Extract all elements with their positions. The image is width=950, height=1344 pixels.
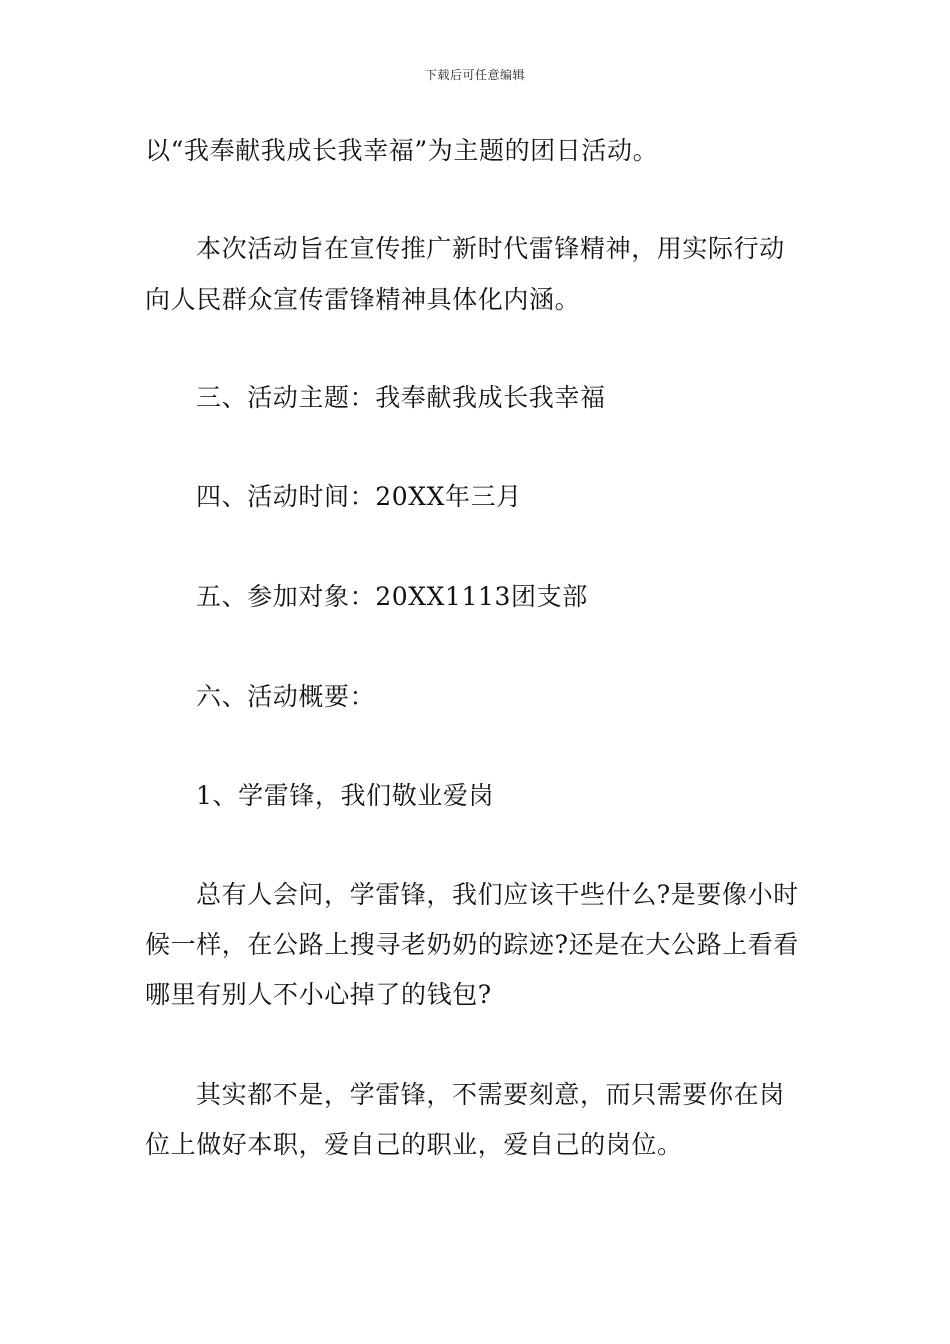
section-six-heading: 六、活动概要： xyxy=(196,682,376,711)
page-header: 下载后可任意编辑 xyxy=(424,68,525,82)
body-line-7: 其实都不是，学雷锋，不需要刻意，而只需要你在岗 xyxy=(196,1080,785,1109)
section-four-heading: 四、活动时间：20XX年三月 xyxy=(196,482,522,511)
body-line-2: 本次活动旨在宣传推广新时代雷锋精神，用实际行动 xyxy=(196,234,785,263)
subsection-heading: 1、学雷锋，我们敬业爱岗 xyxy=(196,781,495,810)
body-line-6: 哪里有别人不小心掉了的钱包? xyxy=(145,980,492,1009)
body-line-4: 总有人会问，学雷锋，我们应该干些什么?是要像小时 xyxy=(196,880,799,909)
body-line-1: 以“我奉献我成长我幸福”为主题的团日活动。 xyxy=(145,136,659,165)
body-line-5: 候一样，在公路上搜寻老奶奶的踪迹?还是在大公路上看看 xyxy=(145,930,800,959)
section-three-heading: 三、活动主题：我奉献我成长我幸福 xyxy=(196,383,606,412)
body-line-8: 位上做好本职，爱自己的职业，爱自己的岗位。 xyxy=(145,1130,683,1159)
section-five-heading: 五、参加对象：20XX1113团支部 xyxy=(196,582,588,611)
body-line-3: 向人民群众宣传雷锋精神具体化内涵。 xyxy=(145,285,581,314)
